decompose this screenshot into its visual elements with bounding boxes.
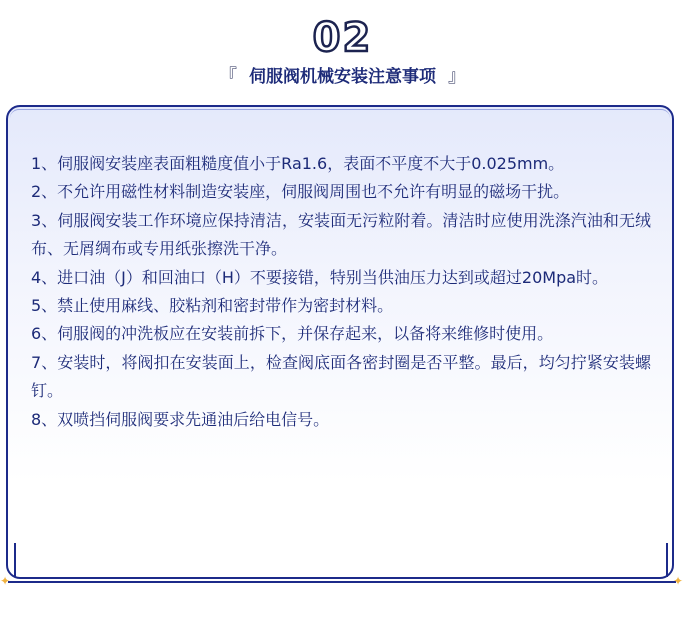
card-left-accent-line [14, 543, 16, 577]
section-number: 02 [312, 15, 373, 61]
note-item-8: 8、双喷挡伺服阀要求先通油后给电信号。 [31, 409, 330, 429]
note-item-5: 5、禁止使用麻线、胶粘剂和密封带作为密封材料。 [31, 296, 394, 316]
notes-list [31, 150, 651, 434]
note-item-6: 6、伺服阀的冲洗板应在安装前拆下，并保存起来，以备将来维修时使用。 [31, 324, 554, 344]
card-inner-border [10, 109, 670, 118]
bracket-open: 『 [219, 66, 237, 87]
note-item-4: 4、进口油（J）和回油口（H）不要接错，特别当供油压力达到或超过20Mpa时。 [31, 267, 609, 287]
card-right-accent-line [666, 543, 668, 577]
note-item-1: 1、伺服阀安装座表面粗糙度值小于Ra1.6，表面不平度不大于0.025mm。 [31, 154, 565, 173]
note-item-7: 7、安装时，将阀扣在安装面上，检查阀底面各密封圈是否平整。最后，均匀拧紧安装螺钉。 [31, 352, 651, 401]
card-bottom-line [8, 581, 676, 583]
note-item-2: 2、不允许用磁性材料制造安装座，伺服阀周围也不允许有明显的磁场干扰。 [31, 182, 570, 202]
sparkle-left-icon: ✦ [0, 574, 11, 588]
note-item-3: 3、伺服阀安装工作环境应保持清洁，安装面无污粒附着。清洁时应使用洗涤汽油和无绒布、无屑绸布或专用纸张擦洗干净。 [31, 210, 651, 259]
section-title: 伺服阀机械安装注意事项 [249, 67, 436, 87]
bracket-close: 』 [448, 66, 466, 87]
sparkle-right-icon: ✦ [673, 574, 684, 588]
section-title-row [0, 64, 685, 90]
